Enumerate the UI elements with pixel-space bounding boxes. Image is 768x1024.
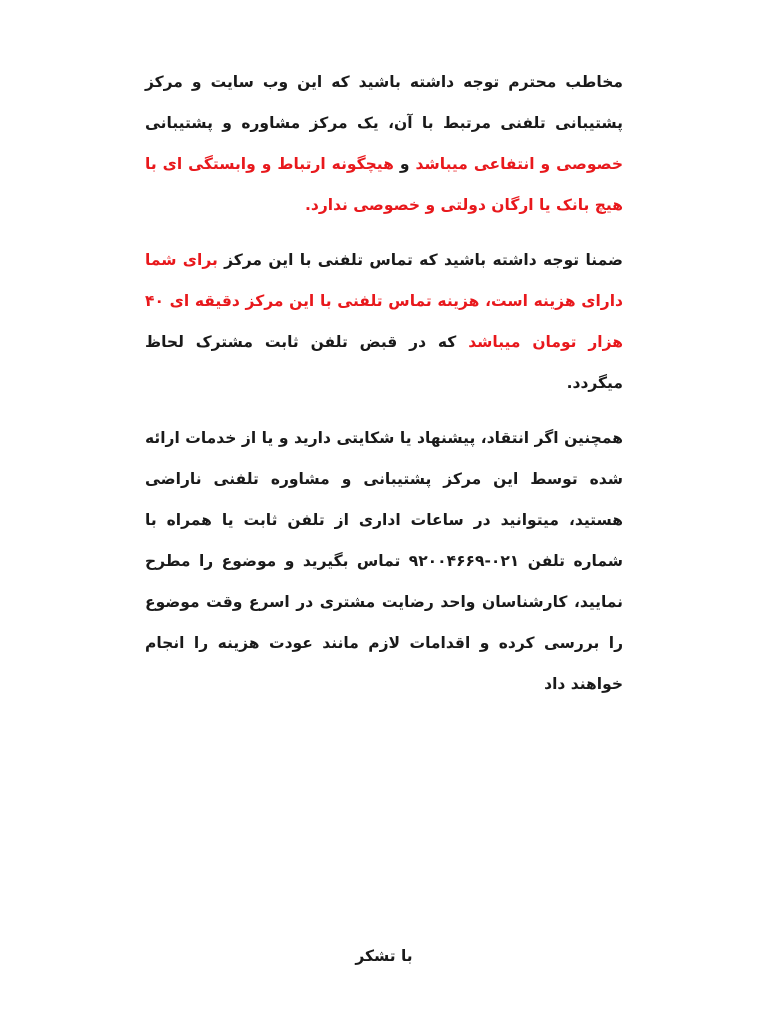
- complaint-paragraph: [145, 418, 623, 705]
- private-for-profit-text: خصوصی و انتفاعی میباشد: [415, 155, 623, 173]
- disclaimer-intro-text: مخاطب محترم توجه داشته باشید که این وب سایت و مرکز پشتیبانی تلفنی مرتبط با آن، یک مرکز مشاوره و پشتیبانی: [145, 73, 623, 132]
- notice-body: [145, 62, 623, 705]
- disclaimer-paragraph: [145, 62, 623, 226]
- signoff-text: با تشکر: [355, 947, 413, 965]
- billing-note-text: که در قبض تلفن ثابت مشترک لحاظ میگردد.: [145, 333, 623, 392]
- complaint-text: همچنین اگر انتقاد، پیشنهاد یا شکایتی دارید و یا از خدمات ارائه شده توسط این مرکز پشتیبانی و مشاوره تلفنی ناراضی هستید، میتوانید در ساعات اداری از تلفن ثابت یا همراه با شماره تلفن ۰۲۱-۹۲۰۰۴۶۶۹ تماس بگیرید و موضوع را مطرح نمایید، کارشناسان واحد رضایت مشتری در اسرع وقت موضوع را بررسی کرده و اقدامات لازم مانند عودت هزینه را انجام خواهند داد: [145, 429, 623, 693]
- no-affiliation-text: هیچگونه ارتباط و وابستگی ای با هیچ بانک یا ارگان دولتی و خصوصی ندارد.: [145, 155, 623, 214]
- call-cost-paragraph: [145, 240, 623, 404]
- call-cost-intro-text: ضمنا توجه داشته باشید که تماس تلفنی با این مرکز: [217, 251, 623, 269]
- call-cost-highlight-text: برای شما دارای هزینه است، هزینه تماس تلفنی با این مرکز دقیقه ای ۴۰ هزار تومان میباشد: [145, 251, 623, 351]
- conjunction-text: و: [393, 155, 416, 173]
